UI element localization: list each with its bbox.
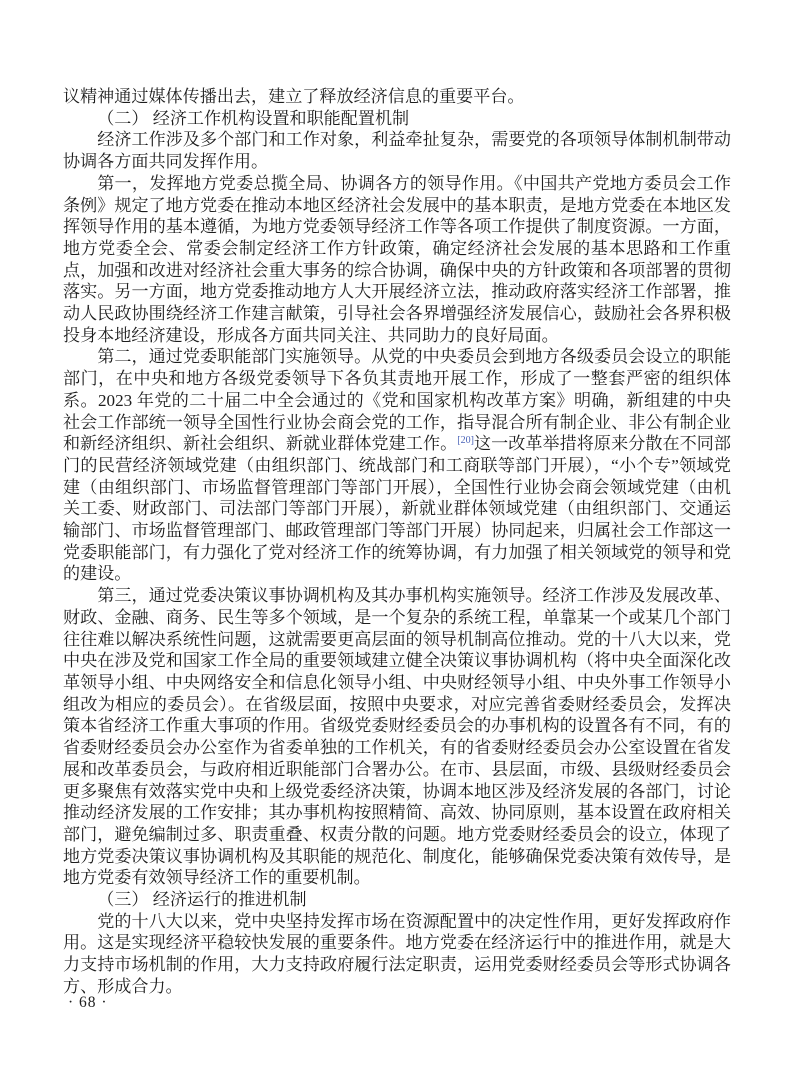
paragraph-second-point bbox=[63, 346, 731, 585]
paragraph-text: 第二，通过党委职能部门实施领导。从党的中央委员会到地方各级委员会设立的职能部门，在中央和地方各级党委领导下各负其责地开展工作，形成了一整套严密的组织体系。2023 年党的二十届二中全会通过的《党和国家机构改革方案》明确，新组建的中央社会工作部统一领导全国性行业协会商会党的工作，指导混合所有制企业、非公有制企业和新经济组织、新社会组织、新就业群体党建工作。 bbox=[63, 347, 731, 454]
paragraph-third-point: 第三，通过党委决策议事协调机构及其办事机构实施领导。经济工作涉及发展改革、财政、金融、商务、民生等多个领域，是一个复杂的系统工程，单靠某一个或某几个部门往往难以解决系统性问题，这就需要更高层面的领导机制高位推动。党的十八大以来，党中央在涉及党和国家工作全局的重要领域建立健全决策议事协调机构（将中央全面深化改革领导小组、中央网络安全和信息化领导小组、中央财经领导小组、中央外事工作领导小组改为相应的委员会）。在省级层面，按照中央要求，对应完善省委财经委员会，发挥决策本省经济工作重大事项的作用。省级党委财经委员会的办事机构的设置各有不同，有的省委财经委员会办公室作为省委单独的工作机关，有的省委财经委员会办公室设置在省发展和改革委员会，与政府相近职能部门合署办公。在市、县层面，市级、县级财经委员会更多聚焦有效落实党中央和上级党委经济决策，协调本地区涉及经济发展的各部门，讨论推动经济发展的工作安排；其办事机构按照精简、高效、协同原则，基本设置在政府相关部门，避免编制过多、职责重叠、权责分散的问题。地方党委财经委员会的设立，体现了地方党委决策议事协调机构及其职能的规范化、制度化，能够确保党委决策有效传导，是地方党委有效领导经济工作的重要机制。 bbox=[63, 586, 731, 888]
text-block bbox=[63, 86, 731, 998]
paragraph-continuation: 议精神通过媒体传播出去，建立了释放经济信息的重要平台。 bbox=[63, 87, 525, 106]
page-number: · 68 · bbox=[68, 994, 108, 1011]
paragraph-intro: 经济工作涉及多个部门和工作对象，利益牵扯复杂，需要党的各项领导体制机制带动协调各方面共同发挥作用。 bbox=[63, 130, 731, 172]
footnote-ref-20[interactable]: [20] bbox=[457, 435, 474, 447]
paragraph-closing: 党的十八大以来，党中央坚持发挥市场在资源配置中的决定性作用，更好发挥政府作用。这是实现经济平稳较快发展的重要条件。地方党委在经济运行中的推进作用，就是大力支持市场机制的作用，大力支持政府履行法定职责，运用党委财经委员会等形式协调各方、形成合力。 bbox=[63, 911, 731, 996]
paragraph-text: 这一改革举措将原来分散在不同部门的民营经济领域党建（由组织部门、统战部门和工商联等部门开展），“小个专”领域党建（由组织部门、市场监督管理部门等部门开展），全国性行业协会商会领域党建（由机关工委、财政部门、司法部门等部门开展），新就业群体领域党建（由组织部门、交通运输部门、市场监督管理部门、邮政管理部门等部门开展）协同起来，归属社会工作部这一党委职能部门，有力强化了党对经济工作的统筹协调，有力加强了相关领域党的领导和党的建设。 bbox=[63, 434, 732, 584]
section-heading-3: （三） 经济运行的推进机制 bbox=[97, 890, 307, 910]
paragraph-first-point: 第一，发挥地方党委总揽全局、协调各方的领导作用。《中国共产党地方委员会工作条例》规定了地方党委在推动本地区经济社会发展中的基本职责，是地方党委在本地区发挥领导作用的基本遵循，为地方党委领导经济工作等各项工作提供了制度资源。一方面，地方党委全会、常委会制定经济工作方针政策，确定经济社会发展的基本思路和工作重点，加强和改进对经济社会重大事务的综合协调，确保中央的方针政策和各项部署的贯彻落实。另一方面，地方党委推动地方人大开展经济立法，推动政府落实经济工作部署，推动人民政协围绕经济工作建言献策，引导社会各界增强经济发展信心，鼓励社会各界积极投身本地经济建设，形成各方面共同关注、共同助力的良好局面。 bbox=[63, 173, 731, 345]
section-heading-2: （二） 经济工作机构设置和职能配置机制 bbox=[97, 108, 410, 128]
